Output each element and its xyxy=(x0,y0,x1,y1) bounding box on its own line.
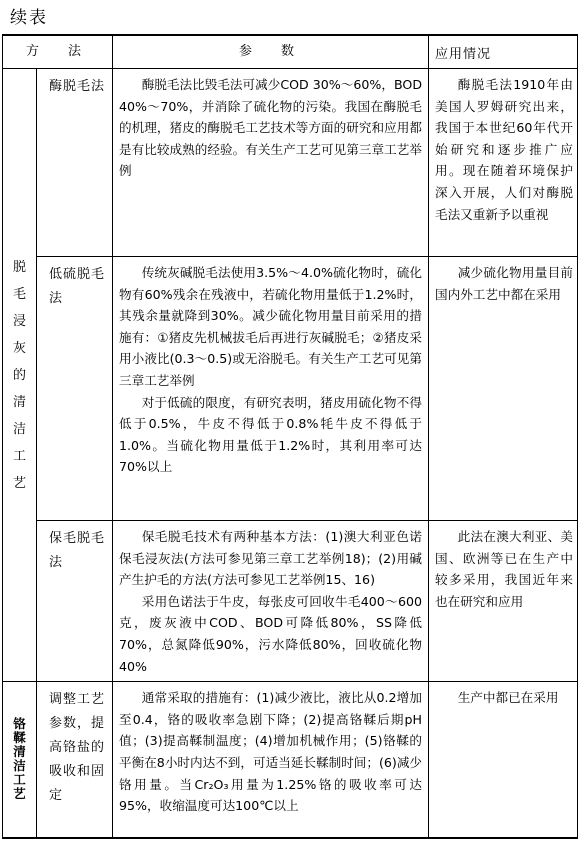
method-cell: 保毛脱毛法 xyxy=(37,521,113,682)
params-paragraph: 传统灰碱脱毛法使用3.5%～4.0%硫化物时，硫化物有60%残余在残液中，若硫化物用量低于1.2%时，其残余量就降到30%。减少硫化物用量目前采用的措施有：①猪皮先机械拔毛后再进行灰碱脱毛；②猪皮采用小液比(0.3～0.5)或无浴脱毛。有关生产工艺可见第三章工艺举例 xyxy=(119,265,423,388)
category-char: 洁 xyxy=(12,421,26,437)
params-paragraph: 采用色诺法于牛皮，每张皮可回收牛毛400～600克，废灰液中COD、BOD可降低80%，SS降低70%，总氮降低90%，污水降低80%，回收硫化物40% xyxy=(119,593,423,674)
category-char: 浸 xyxy=(12,313,26,329)
category-char: 工 xyxy=(13,772,26,788)
application-cell xyxy=(429,521,578,682)
category-char: 鞣 xyxy=(13,730,26,746)
params-cell xyxy=(113,521,429,682)
table-row xyxy=(3,682,578,838)
category-char: 铬 xyxy=(13,716,26,732)
process-table xyxy=(2,34,578,839)
category-char: 脱 xyxy=(12,259,26,275)
category-cell-chrome-tanning xyxy=(3,682,37,838)
category-char: 清 xyxy=(13,744,26,760)
table-row xyxy=(3,521,578,682)
application-text: 此法在澳大利亚、美国、欧洲等已在生产中较多采用，我国近年来也在研究和应用 xyxy=(435,529,574,609)
method-cell: 调整工艺参数，提高铬盐的吸收和固定 xyxy=(37,682,113,838)
application-cell xyxy=(429,682,578,838)
params-cell xyxy=(113,257,429,521)
method-cell: 低硫脱毛法 xyxy=(37,257,113,521)
category-char: 洁 xyxy=(13,758,26,774)
params-paragraph: 对于低硫的限度，有研究表明，猪皮用硫化物不得低于0.5%，牛皮不得低于0.8%牦牛皮不得低于1.0%。当硫化物用量低于1.2%时，其利用率可达70%以上 xyxy=(119,394,423,475)
page-title: 续表 xyxy=(10,8,48,28)
table-row xyxy=(3,69,578,257)
params-paragraph: 通常采取的措施有：(1)减少液比，液比从0.2增加至0.4，铬的吸收率急剧下降；(2)提高铬鞣后期pH值；(3)提高鞣制温度；(4)增加机械作用；(5)铬鞣的平衡在8小时内达不到，可适当延长鞣制时间；(6)减少铬用量。当Cr₂O₃用量为1.25%铬的吸收率可达95%，收缩温度可达100℃以上 xyxy=(119,690,423,814)
header-row xyxy=(3,35,578,69)
method-cell: 酶脱毛法 xyxy=(37,69,113,257)
params-cell xyxy=(113,682,429,838)
application-text: 减少硫化物用量目前国内外工艺中都在采用 xyxy=(435,265,574,302)
application-cell xyxy=(429,257,578,521)
category-char: 的 xyxy=(12,367,26,383)
application-text: 生产中都已在采用 xyxy=(457,690,559,706)
category-char: 清 xyxy=(12,394,26,410)
params-paragraph: 酶脱毛法比毁毛法可减少COD 30%～60%，BOD 40%～70%，并消除了硫化物的污染。我国在酶脱毛的机理，猪皮的酶脱毛工艺技术等方面的研究和应用都是有比较成熟的经验。有关生产工艺可见第三章工艺举例 xyxy=(119,77,423,179)
params-paragraph: 保毛脱毛技术有两种基本方法：(1)澳大利亚色诺保毛浸灰法(方法可参见第三章工艺举例18)；(2)用碱产生护毛的方法(方法可参见工艺举例15、16) xyxy=(119,529,423,588)
header-method: 方 法 xyxy=(3,35,113,69)
category-cell-depilation xyxy=(3,69,37,682)
category-char: 艺 xyxy=(13,786,26,802)
category-char: 灰 xyxy=(12,340,26,356)
params-cell xyxy=(113,69,429,257)
category-char: 艺 xyxy=(12,475,26,491)
application-cell xyxy=(429,69,578,257)
application-text: 酶脱毛法1910年由美国人罗姆研究出来，我国于本世纪60年代开始研究和逐步推广应用。现在随着环境保护深入开展，人们对酶脱毛法又重新予以重视 xyxy=(435,77,574,222)
category-char: 工 xyxy=(12,448,26,464)
category-char: 毛 xyxy=(12,286,26,302)
header-params: 参 数 xyxy=(113,35,429,69)
table-row xyxy=(3,257,578,521)
header-application: 应用情况 xyxy=(429,35,578,69)
